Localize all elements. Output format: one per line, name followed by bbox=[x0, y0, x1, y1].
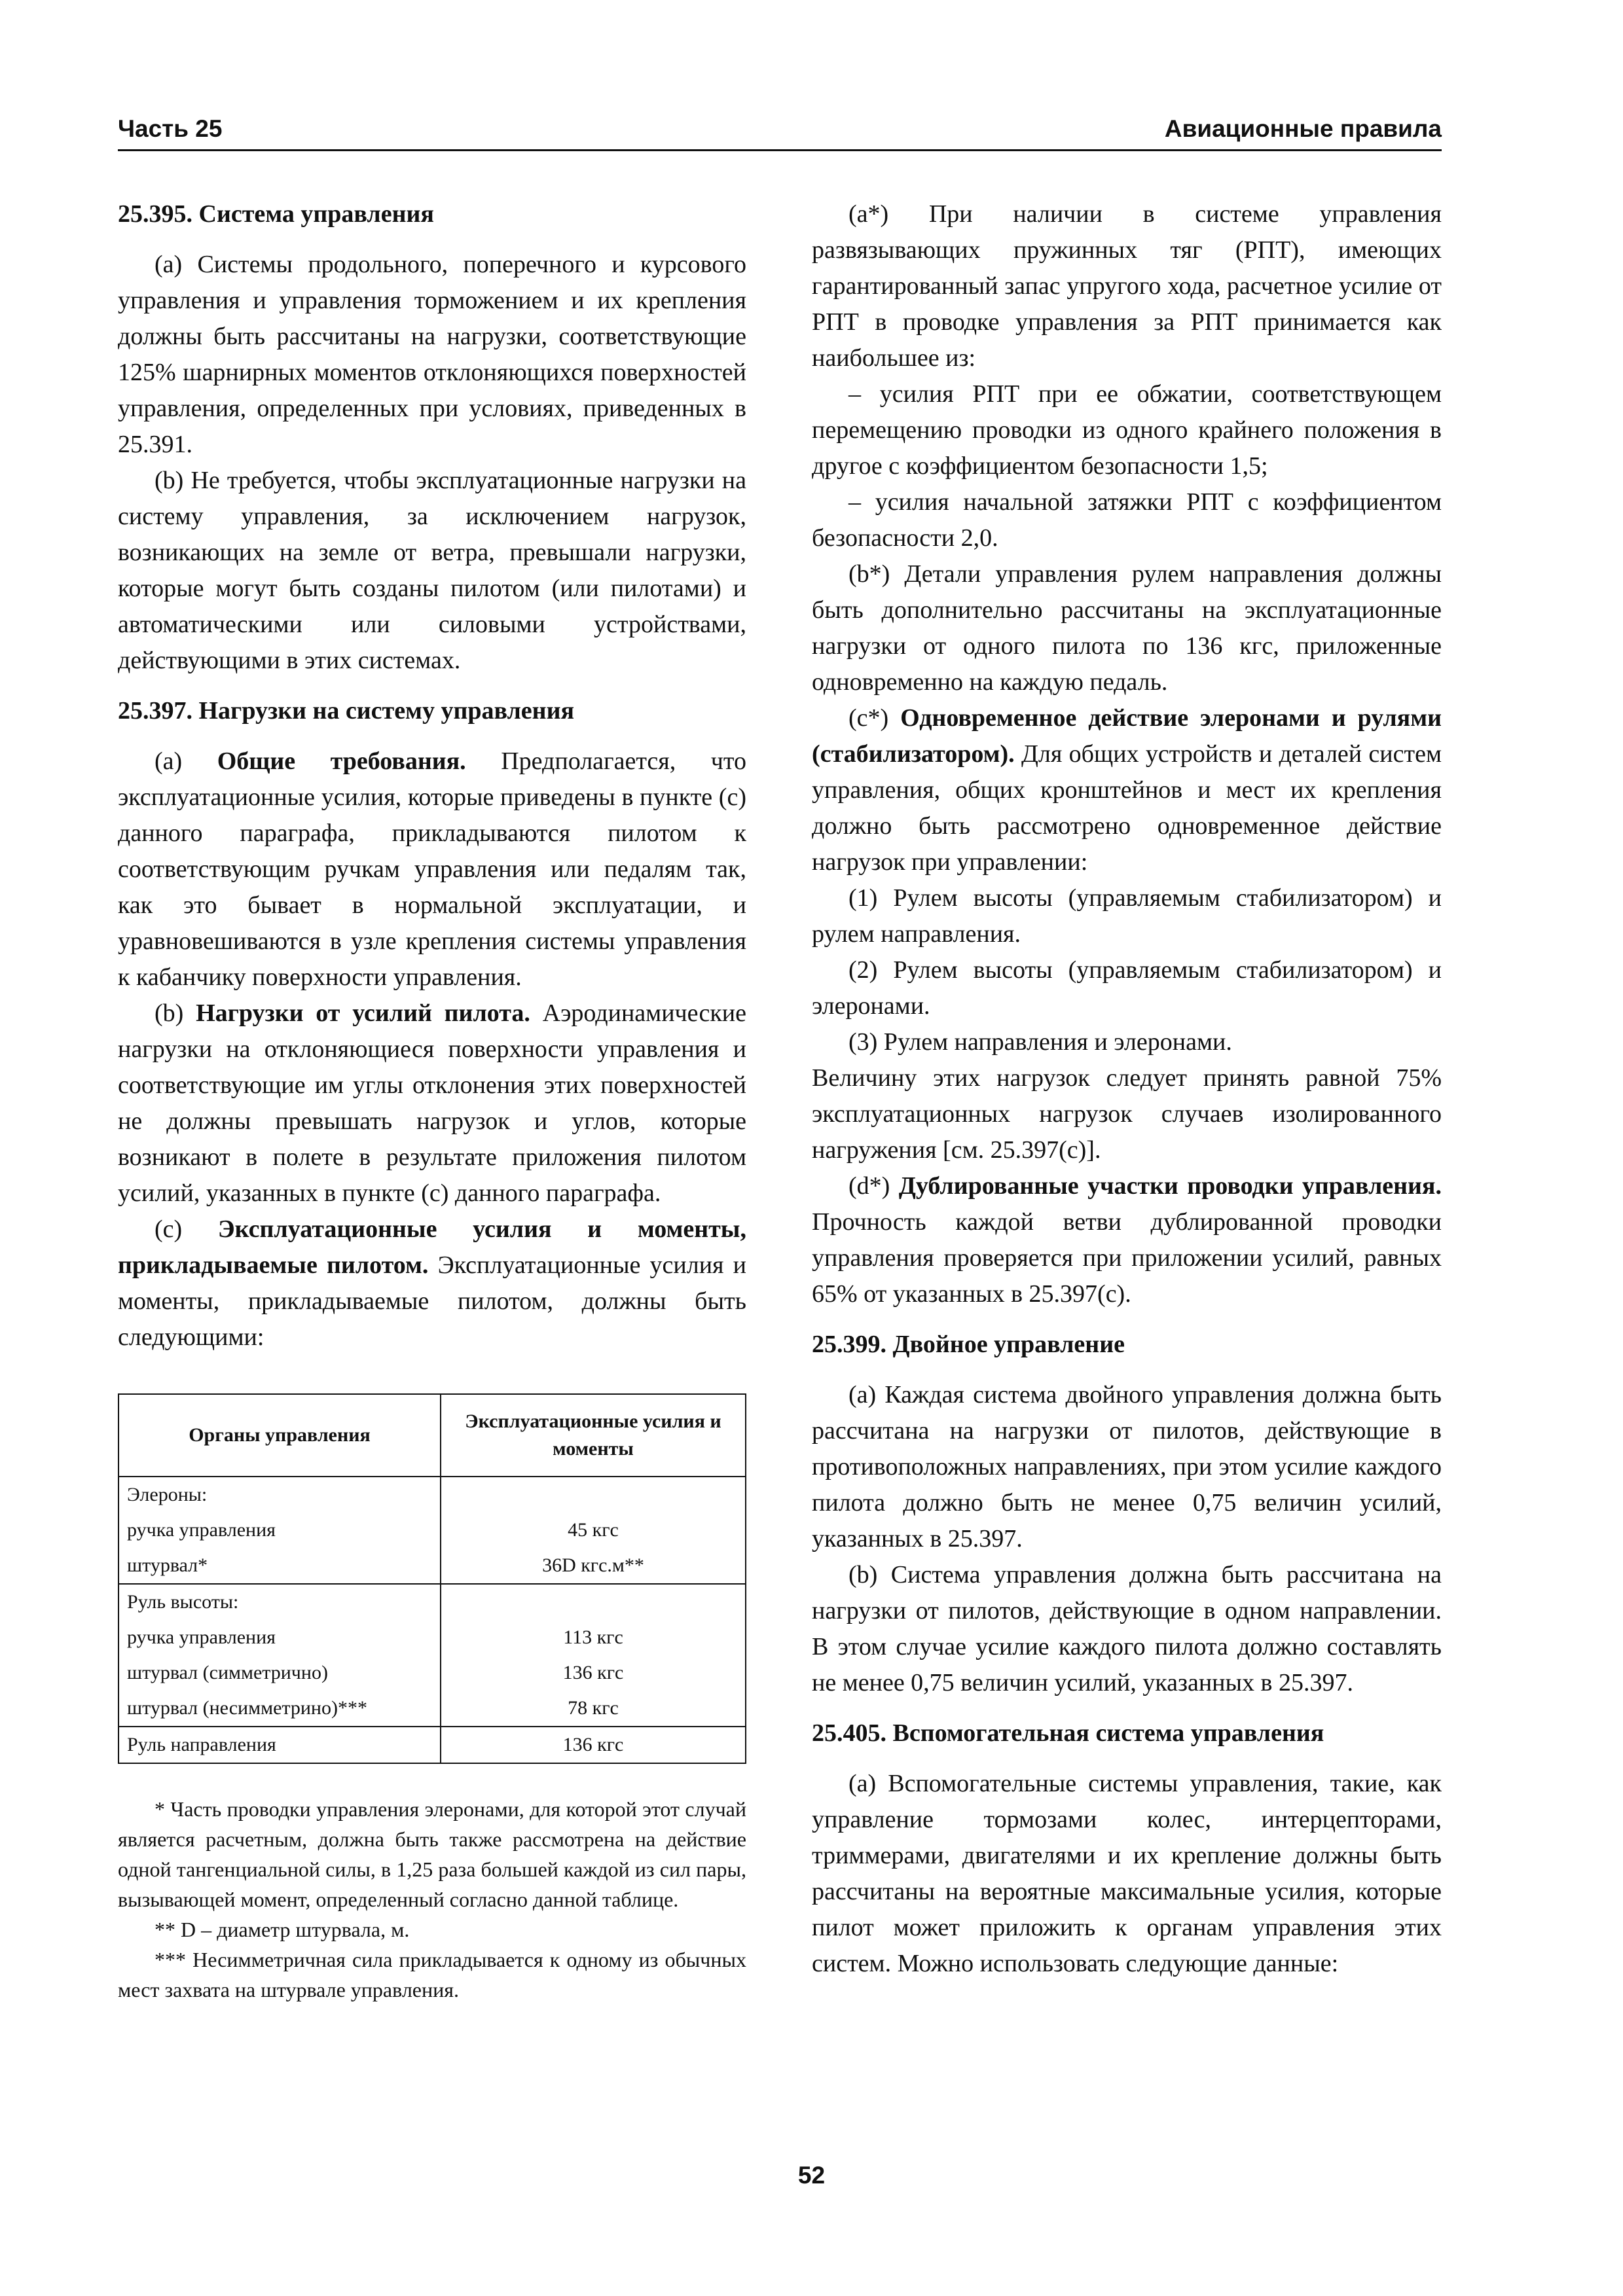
s405-paragraph-a: (а) Вспомогательные системы управления, такие, как управление тормозами колес, интерцепторами, триммерами, двигателями и их крепление должны быть рассчитаны на вероятные максимальные усилия, которые пилот может приложить к органам управления этих систем. Можно использовать следующие данные: bbox=[812, 1770, 1442, 1977]
s397-list-item-3: (3) Рулем направления и элеронами. bbox=[848, 1028, 1232, 1056]
s397-d-star-heading: Дублированные участки проводки управления. bbox=[898, 1172, 1442, 1200]
table-cell-value: 113 кгс bbox=[441, 1620, 746, 1655]
section-25-397-title: 25.397. Нагрузки на систему управления bbox=[118, 697, 575, 725]
table-footnotes bbox=[118, 1794, 746, 2005]
table-col-forces: Эксплуатационные усилия и моменты bbox=[441, 1394, 746, 1477]
s397-b-text: Аэродинамические нагрузки на отклоняющиеся поверхности управления и соответствующие им углы отклонения этих поверхностей не должны превышать нагрузок и углов, которые возникают в полете в результате приложения пилотом усилий, указанных в пункте (с) данного параграфа. bbox=[118, 999, 747, 1207]
footnote-1: * Часть проводки управления элеронами, для которой этот случай является расчетным, должна быть также рассмотрена на действие одной тангенциальной силы, в 1,25 раза большей каждой из сил пары, вызывающей момент, определенный согласно данной таблице. bbox=[118, 1797, 746, 1911]
s397-c-text: Эксплуатационные усилия и моменты, прикладываемые пилотом, должны быть следующими: bbox=[118, 1251, 746, 1351]
running-header bbox=[118, 113, 1442, 151]
section-25-395-title: 25.395. Система управления bbox=[118, 200, 434, 228]
s397-paragraph-b bbox=[118, 996, 746, 1211]
table-cell-label: штурвал* bbox=[119, 1548, 441, 1584]
s397-dash-item-1: – усилия РПТ при ее обжатии, соответствующем перемещению проводки из одного крайнего положения в другое с коэффициентом безопасности 1,5; bbox=[812, 380, 1442, 480]
table-row bbox=[119, 1691, 746, 1727]
s397-c-star-prefix: (c*) bbox=[848, 704, 901, 732]
s397-paragraph-b-star: (b*) Детали управления рулем направления должны быть дополнительно рассчитаны на эксплуатационные нагрузки от одного пилота по 136 кгс, приложенные одновременно на каждую педаль. bbox=[812, 560, 1442, 696]
table-group-elevator: Руль высоты: bbox=[119, 1584, 441, 1620]
table-header-row bbox=[119, 1394, 746, 1477]
table-cell-value: 136 кгс bbox=[441, 1655, 746, 1691]
table-cell-label: ручка управления bbox=[119, 1513, 441, 1548]
table-cell-value: 136 кгс bbox=[441, 1727, 746, 1763]
s397-d-star-text: Прочность каждой ветви дублированной проводки управления проверяется при приложении усилий, равных 65% от указанных в 25.397(с). bbox=[812, 1208, 1442, 1308]
header-part: Часть 25 bbox=[118, 115, 223, 142]
table-row bbox=[119, 1477, 746, 1513]
s395-paragraph-a: (а) Системы продольного, поперечного и курсового управления и управления торможением и их крепления должны быть рассчитаны на нагрузки, соответствующие 125% шарнирных моментов отклоняющихся поверхностей управления, определенных при условиях, приведенных в 25.391. bbox=[118, 251, 746, 458]
s397-c-star-text: Для общих устройств и деталей систем управления, общих кронштейнов и мест их крепления должно быть рассмотрено одновременное действие нагрузок при управлении: bbox=[812, 740, 1442, 876]
table-cell-label: Руль направления bbox=[119, 1727, 441, 1763]
s397-magnitude-text: Величину этих нагрузок следует принять равной 75% эксплуатационных нагрузок случаев изолированного нагружения [см. 25.397(с)]. bbox=[812, 1064, 1442, 1164]
left-column bbox=[118, 196, 746, 2005]
right-column bbox=[812, 196, 1442, 1982]
table-row bbox=[119, 1584, 746, 1620]
table-cell-label: штурвал (несимметрино)*** bbox=[119, 1691, 441, 1727]
s397-a-prefix: (а) bbox=[155, 747, 217, 775]
control-forces-table bbox=[118, 1393, 746, 1764]
table-row bbox=[119, 1655, 746, 1691]
table-cell-value: 45 кгс bbox=[441, 1513, 746, 1548]
section-25-399-title: 25.399. Двойное управление bbox=[812, 1331, 1125, 1358]
s397-c-heading: Эксплуатационные усилия и моменты, прикладываемые пилотом. bbox=[118, 1215, 746, 1279]
s397-a-text: Предполагается, что эксплуатационные усилия, которые приведены в пункте (с) данного параграфа, прикладываются пилотом к соответствующим ручкам управления или педалям так, как это бывает в нормальной эксплуатации, и уравновешиваются в узле крепления системы управления к кабанчику поверхности управления. bbox=[118, 747, 746, 991]
header-title: Авиационные правила bbox=[1164, 115, 1442, 142]
table-col-controls: Органы управления bbox=[119, 1394, 441, 1477]
s395-paragraph-b: (b) Не требуется, чтобы эксплуатационные нагрузки на систему управления, за исключением нагрузок, возникающих на земле от ветра, превышали нагрузки, которые могут быть созданы пилотом (или пилотами) и автоматическими или силовыми устройствами, действующими в этих системах. bbox=[118, 467, 746, 674]
s397-paragraph-c-star bbox=[812, 700, 1442, 880]
s397-c-star-heading: Одновременное действие элеронами и рулями (стабилизатором). bbox=[812, 704, 1442, 768]
s397-paragraph-a-star: (a*) При наличии в системе управления развязывающих пружинных тяг (РПТ), имеющих гарантированный запас упругого хода, расчетное усилие от РПТ в проводке управления за РПТ принимается как наибольшее из: bbox=[812, 200, 1442, 372]
page-number: 52 bbox=[797, 2162, 826, 2189]
s397-c-prefix: (с) bbox=[155, 1215, 218, 1243]
section-25-405-title: 25.405. Вспомогательная система управления bbox=[812, 1719, 1324, 1747]
table-cell-label: ручка управления bbox=[119, 1620, 441, 1655]
s397-b-heading: Нагрузки от усилий пилота. bbox=[196, 999, 530, 1027]
table-cell-value: 78 кгс bbox=[441, 1691, 746, 1727]
table-cell-label: штурвал (симметрично) bbox=[119, 1655, 441, 1691]
s399-paragraph-a: (а) Каждая система двойного управления должна быть рассчитана на нагрузки от пилотов, действующие в противоположных направлениях, при этом усилие каждого пилота должно быть не менее 0,75 величин усилий, указанных в 25.397. bbox=[812, 1381, 1442, 1552]
table-row bbox=[119, 1513, 746, 1548]
s397-list-item-1: (1) Рулем высоты (управляемым стабилизатором) и рулем направления. bbox=[812, 884, 1442, 948]
table-group-ailerons: Элероны: bbox=[119, 1477, 441, 1513]
s397-paragraph-a bbox=[118, 744, 746, 996]
s397-paragraph-d-star bbox=[812, 1168, 1442, 1312]
s397-list-item-2: (2) Рулем высоты (управляемым стабилизатором) и элеронами. bbox=[812, 956, 1442, 1020]
footnote-3: *** Несимметричная сила прикладывается к одному из обычных мест захвата на штурвале управления. bbox=[118, 1948, 746, 2001]
table-row bbox=[119, 1548, 746, 1584]
table-row bbox=[119, 1620, 746, 1655]
s397-b-prefix: (b) bbox=[155, 999, 196, 1027]
s397-a-heading: Общие требования. bbox=[217, 747, 466, 775]
s397-d-star-prefix: (d*) bbox=[848, 1172, 899, 1200]
s397-paragraph-c bbox=[118, 1211, 746, 1355]
footnote-2: ** D – диаметр штурвала, м. bbox=[155, 1918, 410, 1941]
s397-dash-item-2: – усилия начальной затяжки РПТ с коэффициентом безопасности 2,0. bbox=[812, 488, 1442, 552]
s399-paragraph-b: (b) Система управления должна быть рассчитана на нагрузки от пилотов, действующие в одном направлении. В этом случае усилие каждого пилота должно составлять не менее 0,75 величин усилий, указанных в 25.397. bbox=[812, 1561, 1442, 1696]
table-cell-value: 36D кгс.м** bbox=[441, 1548, 746, 1584]
table-row bbox=[119, 1727, 746, 1763]
